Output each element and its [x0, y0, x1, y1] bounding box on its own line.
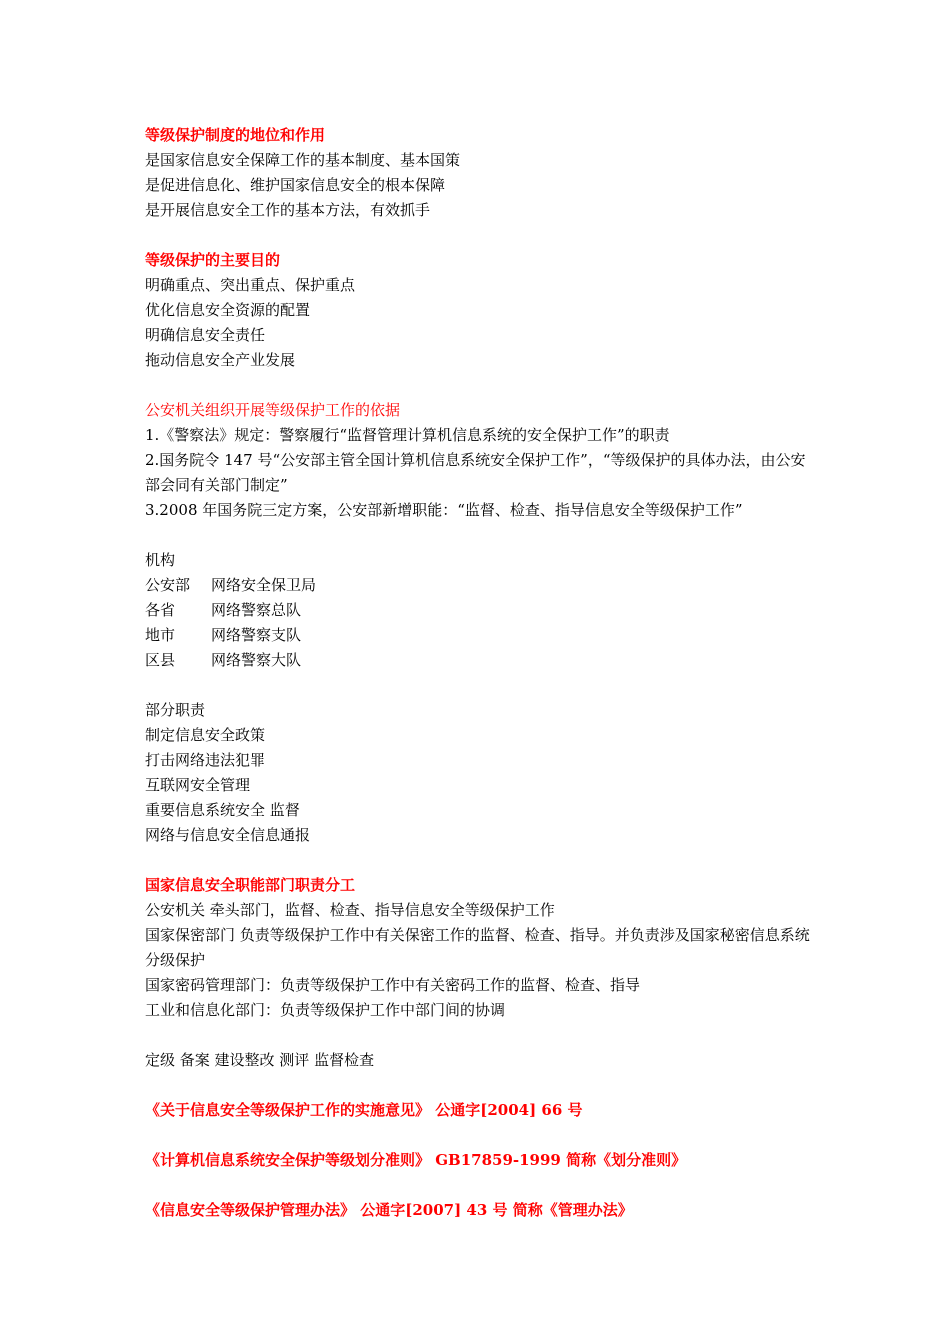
- body-line: 互联网安全管理: [145, 776, 251, 794]
- body-line: 国家密码管理部门：负责等级保护工作中有关密码工作的监督、检查、指导: [145, 976, 641, 994]
- section-heading-purpose: 等级保护的主要目的: [145, 251, 281, 269]
- body-line: 是促进信息化、维护国家信息安全的根本保障: [145, 176, 446, 194]
- body-line: 明确信息安全责任: [145, 326, 266, 344]
- body-line: 2.国务院令 147 号“公安部主管全国计算机信息系统安全保护工作”，“等级保护的具体办法，由公安部会同有关部门制定”: [145, 451, 806, 494]
- body-line: 拖动信息安全产业发展: [145, 351, 296, 369]
- body-line: 优化信息安全资源的配置: [145, 301, 311, 319]
- body-line: 制定信息安全政策: [145, 726, 266, 744]
- body-line: 打击网络违法犯罪: [145, 751, 266, 769]
- org-unit: 网络安全保卫局: [211, 576, 317, 594]
- org-row: [145, 648, 815, 673]
- body-line: 国家保密部门 负责等级保护工作中有关保密工作的监督、检查、指导。并负责涉及国家秘密信息系统分级保护: [145, 926, 810, 969]
- body-line: 重要信息系统安全 监督: [145, 801, 300, 819]
- section-heading-basis: 公安机关组织开展等级保护工作的依据: [145, 401, 401, 419]
- body-line: 3.2008 年国务院三定方案，公安部新增职能：“监督、检查、指导信息安全等级保护工作”: [145, 501, 743, 519]
- org-level: 区县: [145, 651, 176, 669]
- org-level: 各省: [145, 601, 176, 619]
- org-level: 地市: [145, 626, 176, 644]
- org-row: [145, 598, 815, 623]
- section-heading-org: 机构: [145, 551, 176, 569]
- org-level: 公安部: [145, 576, 191, 594]
- section-heading-status: 等级保护制度的地位和作用: [145, 126, 326, 144]
- document-body: [145, 123, 815, 1223]
- org-unit: 网络警察支队: [211, 626, 302, 644]
- body-line: 1.《警察法》规定：警察履行“监督管理计算机信息系统的安全保护工作”的职责: [145, 426, 670, 444]
- reference-line: 《计算机信息系统安全保护等级划分准则》 GB17859-1999 简称《划分准则》: [145, 1151, 687, 1169]
- section-heading-duties: 部分职责: [145, 701, 206, 719]
- body-line: 公安机关 牵头部门，监督、检查、指导信息安全等级保护工作: [145, 901, 555, 919]
- org-unit: 网络警察大队: [211, 651, 302, 669]
- body-line: 网络与信息安全信息通报: [145, 826, 311, 844]
- org-row: [145, 623, 815, 648]
- org-unit: 网络警察总队: [211, 601, 302, 619]
- reference-line: 《信息安全等级保护管理办法》 公通字[2007] 43 号 简称《管理办法》: [145, 1201, 633, 1219]
- body-line: 是开展信息安全工作的基本方法，有效抓手: [145, 201, 431, 219]
- reference-line: 《关于信息安全等级保护工作的实施意见》 公通字[2004] 66 号: [145, 1101, 583, 1119]
- body-line: 工业和信息化部门：负责等级保护工作中部门间的协调: [145, 1001, 506, 1019]
- body-line: 是国家信息安全保障工作的基本制度、基本国策: [145, 151, 461, 169]
- org-row: [145, 573, 815, 598]
- body-line: 明确重点、突出重点、保护重点: [145, 276, 356, 294]
- process-line: 定级 备案 建设整改 测评 监督检查: [145, 1051, 375, 1069]
- section-heading-division: 国家信息安全职能部门职责分工: [145, 876, 356, 894]
